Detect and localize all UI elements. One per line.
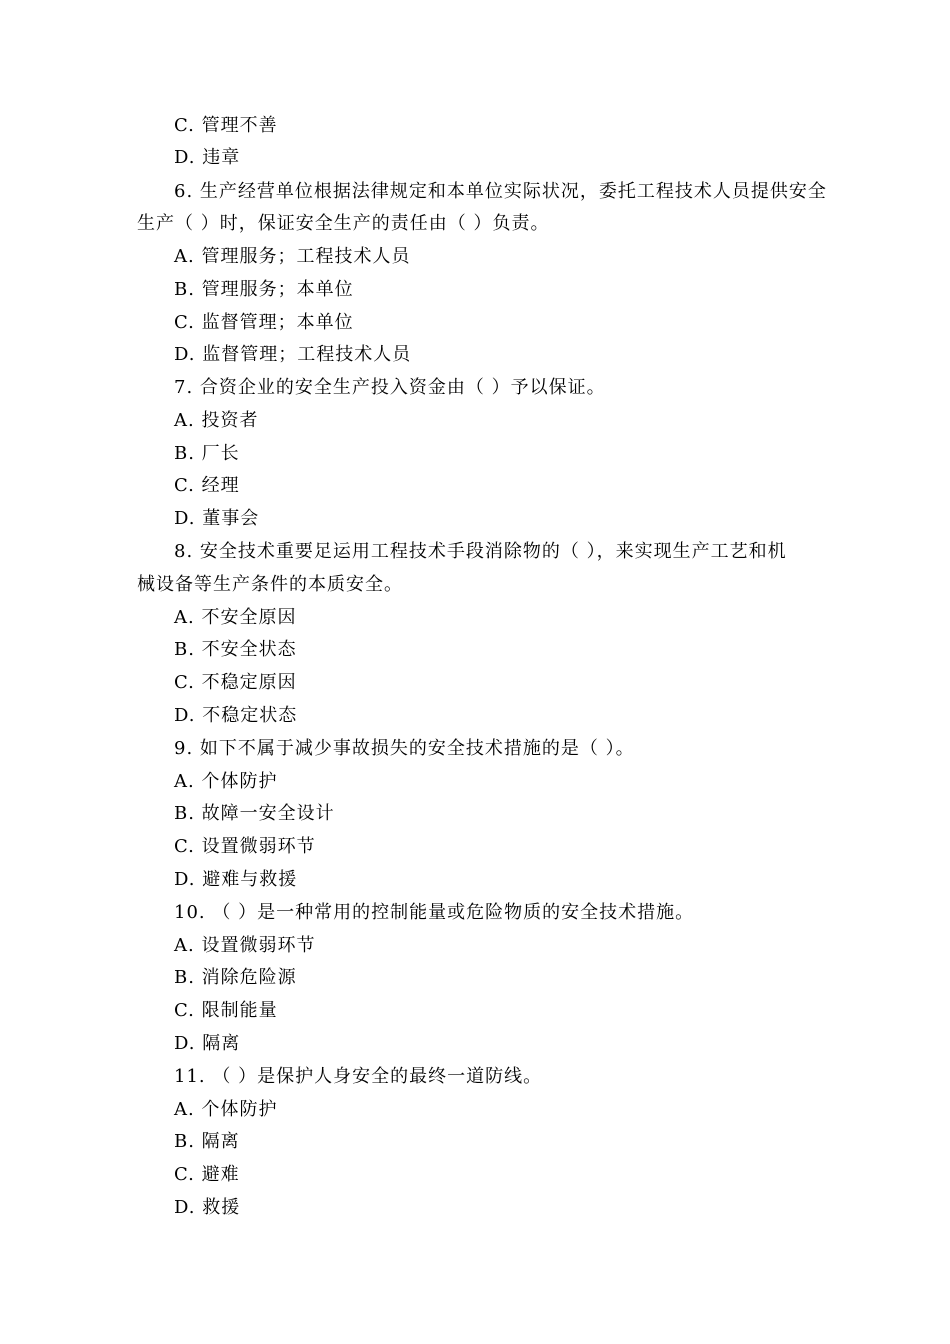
question-10-text: 10. （ ）是一种常用的控制能量或危险物质的安全技术措施。 bbox=[174, 902, 695, 923]
question-8-option-a: A. 不安全原因 bbox=[174, 607, 297, 628]
question-9-text: 9. 如下不属于减少事故损失的安全技术措施的是（ ）。 bbox=[174, 738, 635, 759]
question-6-option-c: C. 监督管理；本单位 bbox=[174, 312, 354, 333]
question-8-text: 8. 安全技术重要足运用工程技术手段消除物的（ ），来实现生产工艺和机 bbox=[174, 541, 787, 562]
question-10-option-a: A. 设置微弱环节 bbox=[174, 935, 316, 956]
question-8-text-continued: 械设备等生产条件的本质安全。 bbox=[137, 574, 403, 595]
question-10-option-c: C. 限制能量 bbox=[174, 1000, 278, 1021]
question-11-text: 11. （ ）是保护人身安全的最终一道防线。 bbox=[174, 1066, 543, 1087]
question-7-option-d: D. 董事会 bbox=[174, 508, 260, 529]
option-c-previous-question: C. 管理不善 bbox=[174, 115, 278, 136]
option-d-previous-question: D. 违章 bbox=[174, 147, 241, 168]
question-11-option-b: B. 隔离 bbox=[174, 1131, 240, 1152]
question-7-option-b: B. 厂长 bbox=[174, 443, 240, 464]
question-7-text: 7. 合资企业的安全生产投入资金由（ ）予以保证。 bbox=[174, 377, 606, 398]
question-8-option-d: D. 不稳定状态 bbox=[174, 705, 298, 726]
question-10-option-b: B. 消除危险源 bbox=[174, 967, 297, 988]
question-7-option-c: C. 经理 bbox=[174, 475, 240, 496]
question-6-option-b: B. 管理服务；本单位 bbox=[174, 279, 354, 300]
question-6-option-a: A. 管理服务；工程技术人员 bbox=[174, 246, 411, 267]
question-9-option-c: C. 设置微弱环节 bbox=[174, 836, 316, 857]
question-8-option-b: B. 不安全状态 bbox=[174, 639, 297, 660]
question-9-option-d: D. 避难与救援 bbox=[174, 869, 298, 890]
question-11-option-a: A. 个体防护 bbox=[174, 1099, 278, 1120]
question-11-option-c: C. 避难 bbox=[174, 1164, 240, 1185]
question-6-text-continued: 生产（ ）时，保证安全生产的责任由（ ）负责。 bbox=[137, 213, 550, 234]
question-10-option-d: D. 隔离 bbox=[174, 1033, 241, 1054]
question-9-option-b: B. 故障一安全设计 bbox=[174, 803, 335, 824]
question-11-option-d: D. 救援 bbox=[174, 1197, 241, 1218]
question-6-option-d: D. 监督管理；工程技术人员 bbox=[174, 344, 412, 365]
question-7-option-a: A. 投资者 bbox=[174, 410, 259, 431]
question-8-option-c: C. 不稳定原因 bbox=[174, 672, 297, 693]
question-9-option-a: A. 个体防护 bbox=[174, 771, 278, 792]
question-6-text: 6. 生产经营单位根据法律规定和本单位实际状况，委托工程技术人员提供安全 bbox=[174, 181, 827, 202]
